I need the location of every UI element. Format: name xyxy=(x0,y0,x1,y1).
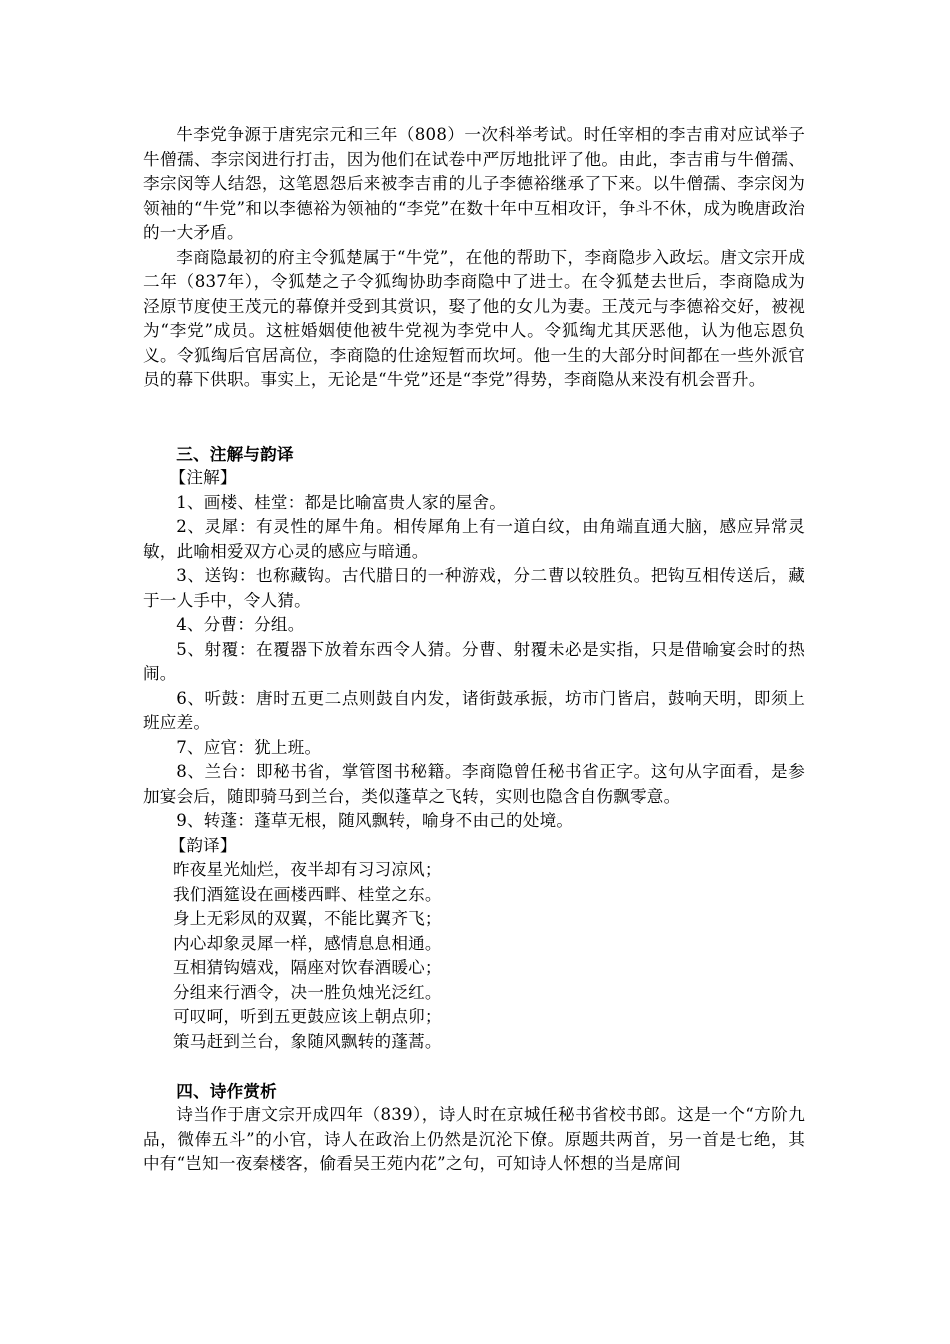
translation-line: 内心却象灵犀一样，感情息息相通。 xyxy=(173,933,442,953)
note-item: 7、应官：犹上班。 xyxy=(176,737,322,757)
section-4-heading: 四、诗作赏析 xyxy=(176,1080,277,1101)
note-item: 4、分曹：分组。 xyxy=(176,615,305,634)
translation-line: 策马赶到兰台，象随风飘转的蓬蒿。 xyxy=(173,1031,442,1051)
note-item: 6、听鼓：唐时五更二点则鼓自内发，诸街鼓承振，坊市门皆启，鼓响天明，即须上班应差。 xyxy=(143,688,805,732)
intro-paragraph-2: 李商隐最初的府主令狐楚属于“牛党”，在他的帮助下，李商隐步入政坛。唐文宗开成二年（837年），令狐楚之子令狐绹协助李商隐中了进士。在令狐楚去世后，李商隐成为泾原节度使王茂元的幕僚并受到其赏识，娶了他的女儿为妻。王茂元与李德裕交好，被视为“李党”成员。这桩婚姻使他被牛党视为李党中人。令狐绹尤其厌恶他，认为他忘恩负义。令狐绹后官居高位，李商隐的仕途短暂而坎坷。他一生的大部分时间都在一些外派官员的幕下供职。事实上，无论是“牛党”还是“李党”得势，李商隐从来没有机会晋升。 xyxy=(143,247,805,389)
section-3-heading: 三、注解与韵译 xyxy=(176,443,294,464)
notes-label: 【注解】 xyxy=(169,468,237,487)
note-item: 9、转蓬：蓬草无根，随风飘转，喻身不由己的处境。 xyxy=(176,811,574,830)
note-item: 5、射覆：在覆器下放着东西令人猜。分曹、射覆未必是实指，只是借喻宴会时的热闹。 xyxy=(143,639,805,683)
document-body xyxy=(143,123,805,1177)
translation-line: 昨夜星光灿烂，夜半却有习习凉风； xyxy=(173,860,442,879)
translation-line: 我们酒筵设在画楼西畔、桂堂之东。 xyxy=(173,884,442,904)
note-item: 8、兰台：即秘书省，掌管图书秘籍。李商隐曾任秘书省正字。这句从字面看，是参加宴会后，随即骑马到兰台，类似蓬草之飞转，实则也隐含自伤飘零意。 xyxy=(143,762,805,806)
translation-line: 分组来行酒令，决一胜负烛光泛红。 xyxy=(173,982,442,1002)
translation-label: 【韵译】 xyxy=(169,835,237,855)
note-item: 1、画楼、桂堂：都是比喻富贵人家的屋舍。 xyxy=(176,492,507,512)
note-item: 3、送钩：也称藏钩。古代腊日的一种游戏，分二曹以较胜负。把钩互相传送后，藏于一人手中，令人猜。 xyxy=(143,566,805,610)
spacer xyxy=(143,417,805,442)
intro-paragraph-1: 牛李党争源于唐宪宗元和三年（808）一次科举考试。时任宰相的李吉甫对应试举子牛僧孺、李宗闵进行打击，因为他们在试卷中严厉地批评了他。由此，李吉甫与牛僧孺、李宗闵等人结怨，这笔恩怨后来被李吉甫的儿子李德裕继承了下来。以牛僧孺、李宗闵为领袖的“牛党”和以李德裕为领袖的“李党”在数十年中互相攻讦，争斗不休，成为晚唐政治的一大矛盾。 xyxy=(143,125,805,242)
translation-line: 身上无彩凤的双翼，不能比翼齐飞； xyxy=(173,909,442,928)
translation-line: 互相猜钩嬉戏，隔座对饮春酒暖心； xyxy=(173,958,442,977)
spacer xyxy=(143,1054,805,1079)
appreciation-paragraph: 诗当作于唐文宗开成四年（839），诗人时在京城任秘书省校书郎。这是一个“方阶九品，微俸五斗”的小官，诗人在政治上仍然是沉沦下僚。原题共两首，另一首是七绝，其中有“岂知一夜秦楼客，偷看吴王苑内花”之句，可知诗人怀想的当是席间 xyxy=(143,1105,805,1173)
translation-line: 可叹呵，听到五更鼓应该上朝点卯； xyxy=(173,1007,442,1026)
spacer xyxy=(143,393,805,418)
note-item: 2、灵犀：有灵性的犀牛角。相传犀角上有一道白纹，由角端直通大脑，感应异常灵敏，此喻相爱双方心灵的感应与暗通。 xyxy=(143,517,805,561)
